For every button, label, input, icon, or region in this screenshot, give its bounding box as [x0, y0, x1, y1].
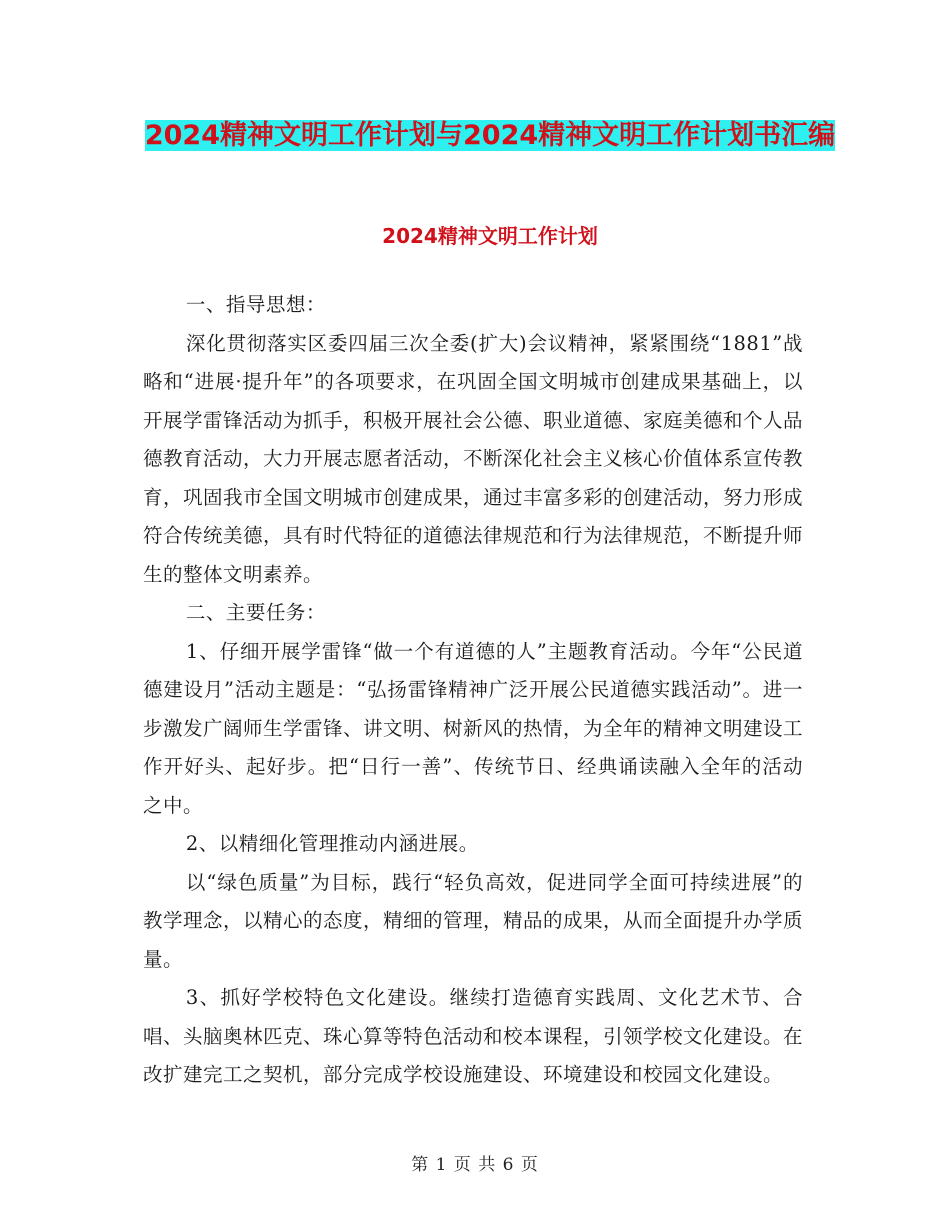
heading-main-tasks: 二、主要任务：: [185, 601, 326, 624]
paragraph-task-3: 3、抓好学校特色文化建设。继续打造德育实践周、文化艺术节、合唱、头脑奥林匹克、珠心算等特色活动和校本课程，引领学校文化建设。在改扩建完工之契机，部分完成学校设施建设、环境建设和校园文化建设。: [143, 986, 804, 1086]
paragraph-task-1: 1、仔细开展学雷锋“做一个有道德的人”主题教育活动。今年“公民道德建设月”活动主题是：“弘扬雷锋精神广泛开展公民道德实践活动”。进一步激发广阔师生学雷锋、讲文明、树新风的热情，为全年的精神文明建设工作开好头、起好步。把“日行一善”、传统节日、经典诵读融入全年的活动之中。: [143, 639, 804, 817]
paragraph-guiding-ideology: 深化贯彻落实区委四届三次全委(扩大)会议精神，紧紧围绕“1881”战略和“进展·提升年”的各项要求，在巩固全国文明城市创建成果基础上，以开展学雷锋活动为抓手，积极开展社会公德、职业道德、家庭美德和个人品德教育活动，大力开展志愿者活动，不断深化社会主义核心价值体系宣传教育，巩固我市全国文明城市创建成果，通过丰富多彩的创建活动，努力形成符合传统美德，具有时代特征的道德法律规范和行为法律规范，不断提升师生的整体文明素养。: [143, 331, 804, 586]
document-title-text: 2024精神文明工作计划与2024精神文明工作计划书汇编: [144, 120, 836, 151]
document-title: [140, 112, 840, 160]
page-footer: 第 1 页 共 6 页: [411, 1155, 539, 1175]
paragraph-task-2-detail: 以“绿色质量”为目标，践行“轻负高效，促进同学全面可持续进展”的教学理念，以精心的态度，精细的管理，精品的成果，从而全面提升办学质量。: [143, 870, 804, 971]
section-title: 2024精神文明工作计划: [382, 224, 598, 248]
paragraph-task-2: 2、以精细化管理推动内涵进展。: [185, 832, 479, 855]
heading-guiding-ideology: 一、指导思想：: [185, 293, 326, 316]
document-body: [143, 286, 803, 1095]
